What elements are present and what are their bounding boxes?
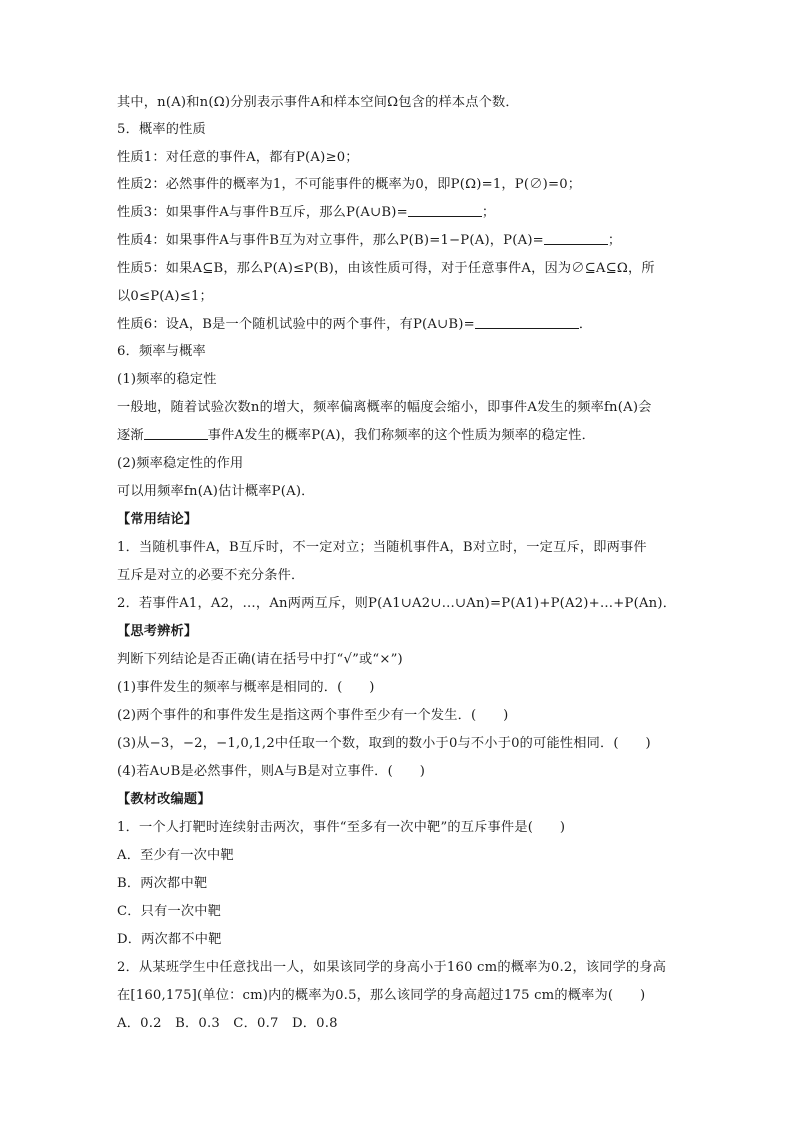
stability-heading: (1)频率的稳定性: [117, 372, 217, 387]
property-3-blank[interactable]: [408, 204, 482, 217]
stability-use-heading: (2)频率稳定性的作用: [117, 456, 244, 471]
conclusion-1: 1．当随机事件A，B互斥时，不一定对立；当随机事件A，B对立时，一定互斥，即两事件: [117, 540, 647, 555]
property-6: [117, 316, 677, 334]
question-2-options: A．0.2 B．0.3 C．0.7 D．0.8: [117, 1016, 338, 1031]
stability-text-1: 一般地，随着试验次数n的增大，频率偏离概率的幅度会缩小，即事件A发生的频率fn(A)会: [117, 400, 652, 415]
question-2-cont: 在[160,175](单位：cm)内的概率为0.5，那么该同学的身高超过175 cm的概率为( ): [117, 988, 646, 1003]
judgment-1: (1)事件发生的频率与概率是相同的．( ): [117, 680, 375, 695]
property-6-text: 性质6：设A，B是一个随机试验中的两个事件，有P(A∪B)=: [117, 317, 475, 332]
judgment-4: (4)若A∪B是必然事件，则A与B是对立事件．( ): [117, 764, 426, 779]
property-6-blank[interactable]: [475, 316, 579, 329]
sample-count-note: 其中，n(A)和n(Ω)分别表示事件A和样本空间Ω包含的样本点个数．: [117, 95, 519, 110]
property-5-cont: 以0≤P(A)≤1；: [117, 289, 213, 304]
judgment-2: (2)两个事件的和事件发生是指这两个事件至少有一个发生．( ): [117, 708, 509, 723]
property-4-end: ；: [607, 233, 622, 248]
question-1-option-a: A．至少有一次中靶: [117, 848, 234, 863]
conclusion-1-cont: 互斥是对立的必要不充分条件．: [117, 568, 305, 583]
question-1-option-d: D．两次都不中靶: [117, 932, 222, 947]
judgment-3: (3)从−3，−2，−1,0,1,2中任取一个数，取到的数小于0与不小于0的可能性相同．( ): [117, 736, 651, 751]
property-3-text: 性质3：如果事件A与事件B互斥，那么P(A∪B)=: [117, 205, 408, 220]
question-1-option-b: B．两次都中靶: [117, 876, 208, 891]
property-2: 性质2：必然事件的概率为1，不可能事件的概率为0，即P(Ω)=1，P(∅)=0；: [117, 177, 582, 192]
stability-blank[interactable]: [144, 427, 208, 440]
property-4-text: 性质4：如果事件A与事件B互为对立事件，那么P(B)=1−P(A)，P(A)=: [117, 233, 544, 248]
stability-text-2-start: 逐渐: [117, 428, 144, 443]
property-4: [117, 232, 677, 250]
stability-text-2: [117, 427, 677, 445]
thinking-instruction: 判断下列结论是否正确(请在括号中打“√”或“×”): [117, 652, 403, 667]
conclusion-2: 2．若事件A1，A2，…，An两两互斥，则P(A1∪A2∪…∪An)=P(A1)+P(A2)+…+P(An)．: [117, 596, 677, 611]
question-2: 2．从某班学生中任意找出一人，如果该同学的身高小于160 cm的概率为0.2，该同学的身高: [117, 960, 667, 975]
thinking-heading: 【思考辨析】: [117, 624, 198, 639]
section-5-heading: 5．概率的性质: [117, 122, 206, 137]
stability-text-2-end: 事件A发生的概率P(A)，我们称频率的这个性质为频率的稳定性．: [207, 428, 596, 443]
section-6-heading: 6．频率与概率: [117, 344, 206, 359]
question-1: 1．一个人打靶时连续射击两次，事件“至多有一次中靶”的互斥事件是( ): [117, 820, 566, 835]
property-3: [117, 204, 677, 222]
textbook-heading: 【教材改编题】: [117, 792, 211, 807]
property-3-end: ；: [481, 205, 496, 220]
stability-use-text: 可以用频率fn(A)估计概率P(A)．: [117, 484, 315, 499]
question-1-option-c: C．只有一次中靶: [117, 904, 222, 919]
property-4-blank[interactable]: [544, 232, 608, 245]
common-conclusion-heading: 【常用结论】: [117, 512, 198, 527]
property-1: 性质1：对任意的事件A，都有P(A)≥0；: [117, 150, 359, 165]
property-6-end: ．: [578, 317, 593, 332]
property-5: 性质5：如果A⊆B，那么P(A)≤P(B)，由该性质可得，对于任意事件A，因为∅⊆A⊆Ω，所: [117, 261, 655, 276]
